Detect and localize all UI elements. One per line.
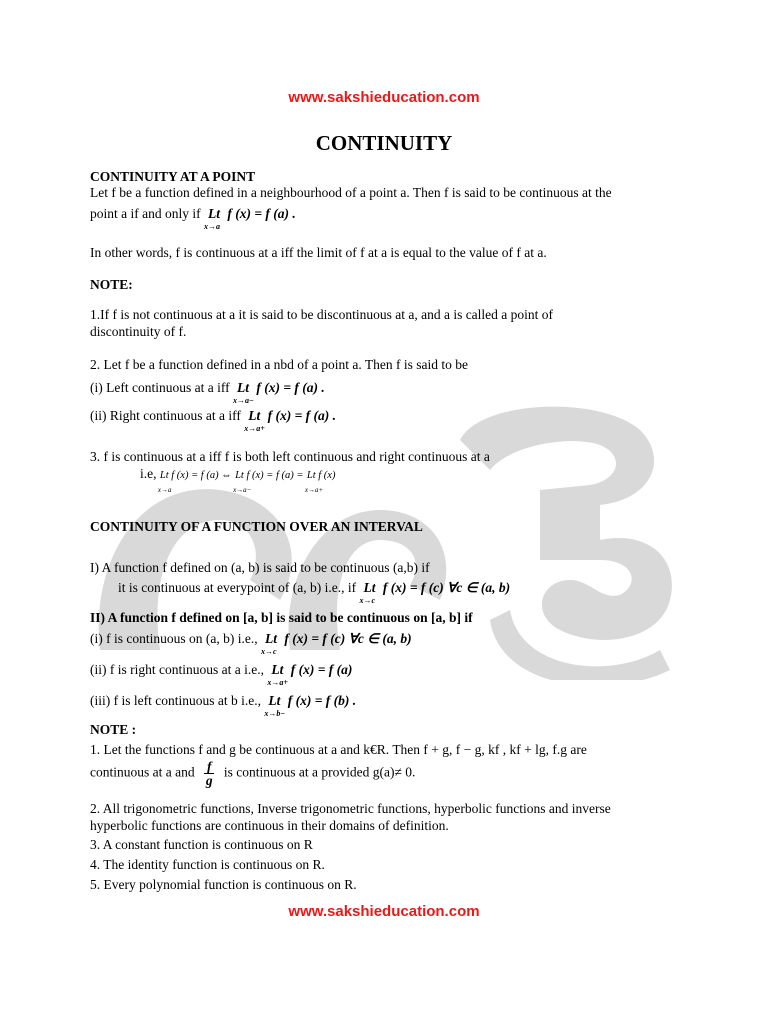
limit-subscript: x→a− — [233, 486, 252, 494]
fraction-f-over-g — [204, 760, 215, 787]
note2-line-5: 3. A constant function is continuous on R — [90, 837, 313, 852]
definition-line-2 — [90, 206, 296, 231]
limit-expression: f (x) = f (a) . — [267, 408, 337, 423]
note2-line-6: 4. The identity function is continuous on R. — [90, 857, 325, 872]
limit-operator: Lt x→c — [265, 631, 277, 647]
note2-text-a: continuous at a and — [90, 764, 195, 780]
equivalence-part-2: Lt f (x) = f (a) = x→a− — [235, 470, 303, 481]
limit-subscript: x→c — [260, 647, 277, 656]
header-url[interactable]: www.sakshieducation.com — [288, 89, 480, 106]
interval-II-iii-line — [90, 693, 357, 718]
note-3-line: 3. f is continuous at a iff f is both left continuous and right continuous at a — [90, 449, 490, 464]
interval-II-i-text: (i) f is continuous on (a, b) i.e., — [90, 631, 258, 646]
note2-text-b: is continuous at a provided g(a)≠ 0. — [223, 764, 416, 780]
note2-line-4: hyperbolic functions are continuous in their domains of definition. — [90, 818, 449, 833]
limit-operator: Lt x→b− — [268, 693, 280, 709]
section-heading-interval: CONTINUITY OF A FUNCTION OVER AN INTERVAL — [90, 519, 423, 534]
interval-I-line-2 — [118, 580, 511, 605]
page-title: CONTINUITY — [315, 131, 453, 155]
note-heading-1: NOTE: — [90, 277, 133, 292]
limit-operator: Lt x→a+ — [248, 408, 260, 424]
note-2-line: 2. Let f be a function defined in a nbd of a point a. Then f is said to be — [90, 357, 469, 372]
limit-expression: f (x) = f (b) . — [287, 693, 357, 708]
note2-line-2 — [90, 760, 415, 787]
limit-operator: Lt x→a — [208, 206, 220, 222]
left-continuous-text: (i) Left continuous at a iff — [90, 380, 230, 395]
definition-line-3: In other words, f is continuous at a iff the limit of f at a is equal to the value of f at a. — [90, 245, 547, 260]
limit-expression: f (x) = f (a) . — [256, 380, 325, 395]
limit-subscript: x→a+ — [244, 424, 265, 433]
right-continuous-text: (ii) Right continuous at a iff — [90, 408, 241, 423]
note-1-line-1: 1.If f is not continuous at a it is said to be discontinuous at a, and a is called a point of — [90, 307, 554, 322]
limit-expression: f (x) = f (c) ∀c ∈ (a, b) — [284, 631, 412, 646]
limit-expression: f (x) = f (a) . — [227, 206, 296, 221]
limit-expression: f (x) = f (c) ∀c ∈ (a, b) — [382, 580, 511, 595]
equivalence-part-3: Lt f (x) x→a+ — [307, 470, 336, 481]
limit-subscript: x→a+ — [304, 486, 324, 494]
interval-I-text: it is continuous at everypoint of (a, b) i.e., if — [118, 580, 357, 595]
limit-operator: Lt x→c — [363, 580, 375, 596]
right-continuous-line — [90, 408, 337, 433]
limit-subscript: x→a — [157, 486, 172, 494]
interval-II-heading: II) A function f defined on [a, b] is said to be continuous on [a, b] if — [90, 610, 473, 625]
interval-II-i-line — [90, 631, 412, 656]
definition-line-1: Let f be a function defined in a neighbourhood of a point a. Then f is said to be continuous at the — [90, 185, 612, 200]
interval-II-iii-text: (iii) f is left continuous at b i.e., — [90, 693, 261, 708]
note2-line-3: 2. All trigonometric functions, Inverse trigonometric functions, hyperbolic functions and inverse — [90, 801, 611, 816]
note-1-line-2: discontinuity of f. — [90, 324, 187, 339]
section-heading-point: CONTINUITY AT A POINT — [90, 169, 256, 184]
fraction-denominator: g — [205, 773, 213, 788]
equivalence-part-1: Lt f (x) = f (a) ⇔ x→a — [160, 470, 232, 481]
limit-subscript: x→a — [203, 222, 220, 231]
limit-operator: Lt x→a− — [237, 380, 249, 396]
limit-subscript: x→a− — [232, 396, 254, 405]
interval-II-ii-text: (ii) f is right continuous at a i.e., — [90, 662, 264, 677]
left-continuous-line — [90, 380, 325, 405]
interval-I-line-1: I) A function f defined on (a, b) is said to be continuous (a,b) if — [90, 560, 430, 575]
ie-equivalence-line — [140, 466, 336, 494]
note2-line-1: 1. Let the functions f and g be continuous at a and k€R. Then f + g, f − g, kf , kf + lg, f.g are — [90, 742, 587, 757]
limit-subscript: x→b− — [264, 709, 286, 718]
footer-url[interactable]: www.sakshieducation.com — [288, 903, 480, 920]
limit-expression: f (x) = f (a) — [290, 662, 353, 677]
note-heading-2: NOTE : — [90, 722, 137, 737]
note2-line-7: 5. Every polynomial function is continuous on R. — [90, 877, 357, 892]
ie-label: i.e, — [140, 466, 157, 481]
fraction-numerator: f — [204, 760, 215, 774]
limit-subscript: x→a+ — [267, 678, 288, 687]
limit-operator: Lt x→a+ — [271, 662, 283, 678]
limit-subscript: x→c — [359, 596, 376, 605]
interval-II-ii-line — [90, 662, 353, 687]
definition-text: point a if and only if — [90, 206, 201, 221]
